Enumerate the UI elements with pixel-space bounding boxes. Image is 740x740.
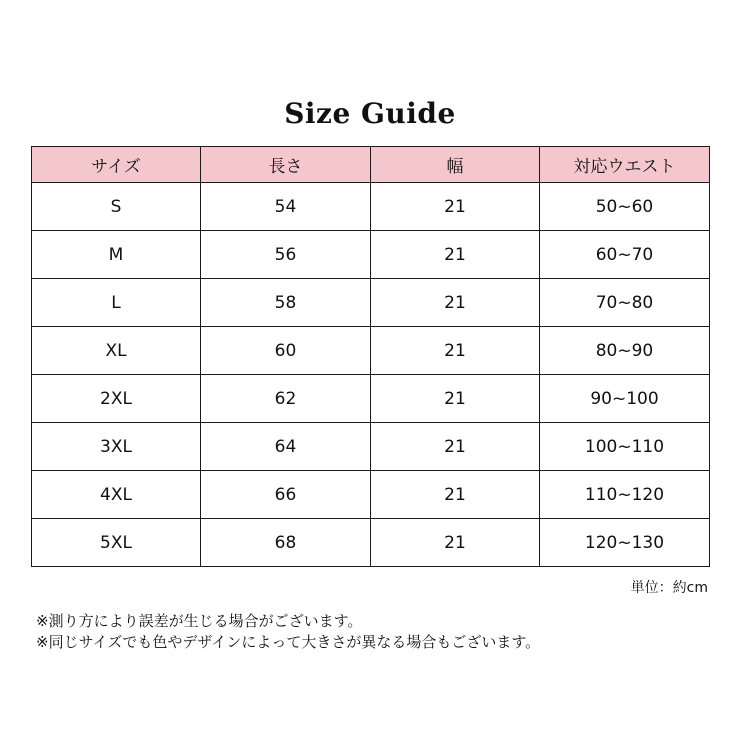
table-row <box>32 183 710 231</box>
header-size: サイズ <box>32 147 201 183</box>
cell-waist: 70~80 <box>540 279 710 327</box>
cell-width: 21 <box>371 279 540 327</box>
cell-size: L <box>32 279 201 327</box>
table-row <box>32 471 710 519</box>
table-row <box>32 279 710 327</box>
notes <box>36 611 540 653</box>
unit-note: 単位：約cm <box>630 580 708 596</box>
table-row <box>32 327 710 375</box>
cell-width: 21 <box>371 471 540 519</box>
cell-waist: 60~70 <box>540 231 710 279</box>
cell-length: 66 <box>201 471 371 519</box>
note-size-variation: ※同じサイズでも色やデザインによって大きさが異なる場合もございます。 <box>36 633 541 651</box>
table-row <box>32 231 710 279</box>
cell-width: 21 <box>371 327 540 375</box>
note-measurement-error: ※測り方により誤差が生じる場合がございます。 <box>36 612 363 630</box>
table-header-row <box>32 147 710 183</box>
cell-waist: 90~100 <box>540 375 710 423</box>
cell-width: 21 <box>371 183 540 231</box>
table-row <box>32 375 710 423</box>
cell-size: 4XL <box>32 471 201 519</box>
cell-size: 5XL <box>32 519 201 567</box>
table-row <box>32 519 710 567</box>
cell-size: XL <box>32 327 201 375</box>
header-length: 長さ <box>201 147 371 183</box>
cell-waist: 80~90 <box>540 327 710 375</box>
cell-length: 60 <box>201 327 371 375</box>
size-table <box>31 146 710 567</box>
cell-width: 21 <box>371 231 540 279</box>
cell-waist: 100~110 <box>540 423 710 471</box>
cell-size: S <box>32 183 201 231</box>
header-width: 幅 <box>371 147 540 183</box>
cell-length: 58 <box>201 279 371 327</box>
cell-waist: 110~120 <box>540 471 710 519</box>
cell-length: 64 <box>201 423 371 471</box>
cell-waist: 120~130 <box>540 519 710 567</box>
cell-size: 3XL <box>32 423 201 471</box>
cell-length: 68 <box>201 519 371 567</box>
header-waist: 対応ウエスト <box>540 147 710 183</box>
cell-waist: 50~60 <box>540 183 710 231</box>
page-title: Size Guide <box>284 97 456 130</box>
table-row <box>32 423 710 471</box>
cell-length: 54 <box>201 183 371 231</box>
cell-width: 21 <box>371 519 540 567</box>
cell-length: 62 <box>201 375 371 423</box>
cell-length: 56 <box>201 231 371 279</box>
cell-width: 21 <box>371 375 540 423</box>
cell-size: 2XL <box>32 375 201 423</box>
cell-width: 21 <box>371 423 540 471</box>
cell-size: M <box>32 231 201 279</box>
